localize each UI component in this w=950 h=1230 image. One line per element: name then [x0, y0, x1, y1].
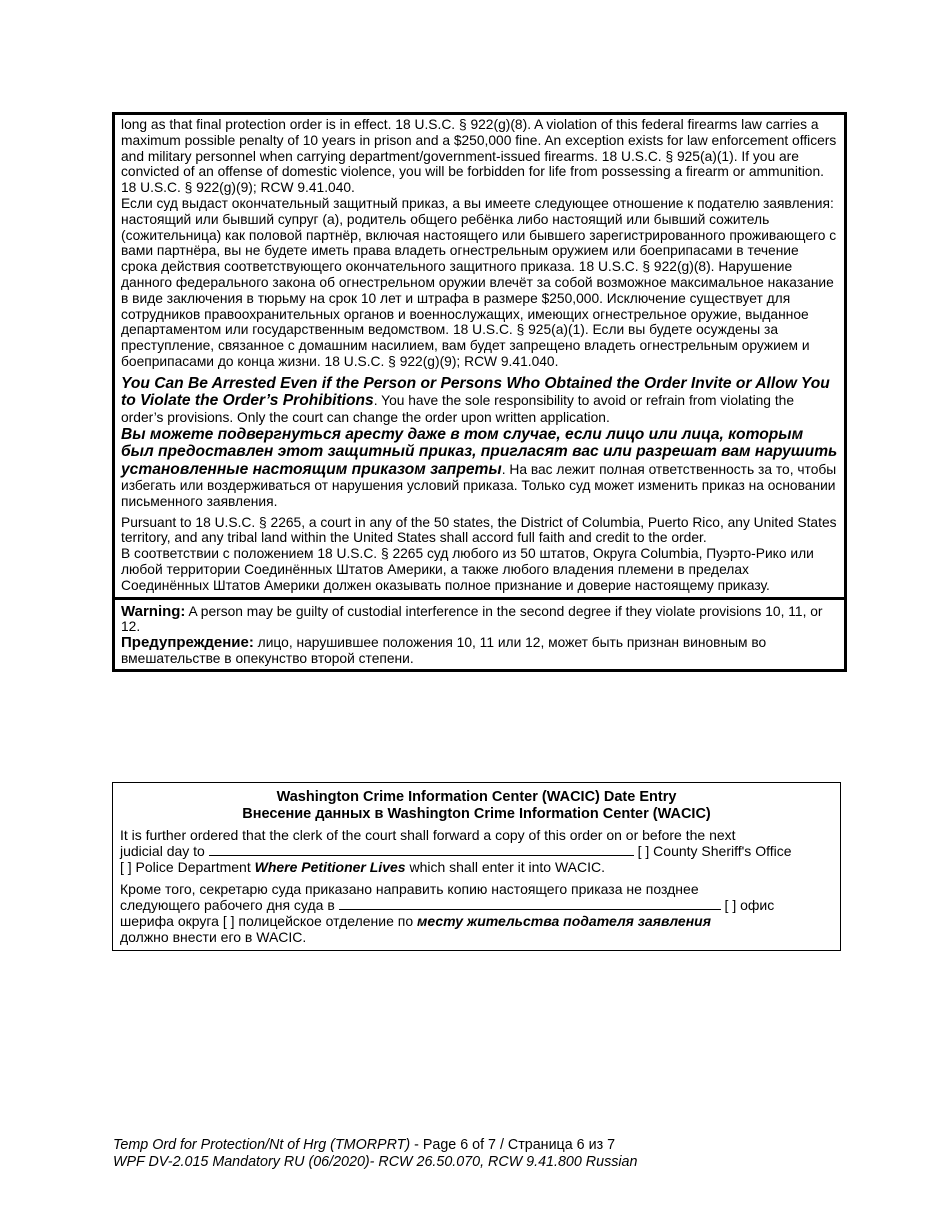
full-faith-text-ru: В соответствии с положением 18 U.S.C. § 2265 суд любого из 50 штатов, Округа Columbia, Пуэрто-Рико или любой территории Соединённых Штатов Америки, а также любого владения племени в пределах Соединённых Штатов Америки должен оказывать полное признание и доверие настоящему приказу. [121, 546, 814, 593]
arrest-paragraph-en [121, 375, 838, 426]
petitioner-lives-text: Where Petitioner Lives [254, 859, 406, 876]
warning-text-ru: лицо, нарушившее положения 10, 11 или 12, может быть признан виновным во вмешательстве в опекунство второй степени. [121, 635, 767, 667]
footer-line2: WPF DV-2.015 Mandatory RU (06/2020)- RCW 26.50.070, RCW 9.41.800 Russian [113, 1154, 638, 1170]
firearms-text-en: long as that final protection order is in effect. 18 U.S.C. § 922(g)(8). A violation of this federal firearms law carries a maximum possible penalty of 10 years in prison and a $250,000 fine. An exception exists for law enforcement officers and military personnel when carrying department/government-issued firearms. 18 U.S.C. § 925(a)(1). If you are convicted of an offense of domestic violence, you will be forbidden for life from possessing a firearm or ammunition. 18 U.S.C. § 922(g)(9); RCW 9.41.040. [121, 117, 837, 196]
wacic-en-line2 [120, 843, 833, 859]
wacic-ru-line4: должно внести его в WACIC. [120, 929, 307, 946]
arrest-section [121, 375, 838, 510]
wacic-en-line1: It is further ordered that the clerk of the court shall forward a copy of this order on or before the next [120, 827, 736, 843]
wacic-title-ru: Внесение данных в Washington Crime Information Center (WACIC) [242, 805, 711, 822]
notice-box [112, 112, 847, 672]
warning-label-ru: Предупреждение: [121, 634, 254, 652]
wacic-title-en: Washington Crime Information Center (WACIC) Date Entry [276, 789, 677, 805]
page-footer [113, 1137, 637, 1171]
firearms-section [121, 117, 838, 370]
wacic-ru-line1: Кроме того, секретарю суда приказано направить копию настоящего приказа не позднее [120, 880, 699, 897]
arrest-text-ru: . На вас лежит полная ответственность за то, чтобы избегать или воздерживаться от нарушения условий приказа. Только суд может изменить приказ на основании письменного заявления. [121, 461, 837, 509]
firearms-text-ru: Если суд выдаст окончательный защитный приказ, а вы имеете следующее отношение к подателю заявления: настоящий или бывший супруг (а), родитель общего ребёнка либо настоящий или бывший сожитель (сожительница) как половой партнёр, включая настоящего или бывшего зарегистрированного проживающего с вами партнёра, вы не будете иметь права владеть огнестрельным оружием или боеприпасами в течение срока действия соответствующего окончательного защитного приказа. 18 U.S.C. § 922(g)(8). Нарушение данного федерального закона об огнестрельном оружии влечёт за собой возможное максимальное наказание в виде заключения в тюрьму на срок 10 лет и штрафа в размере $250,000. Исключение существует для сотрудников правоохранительных органов и военнослужащих, имеющих огнестрельное оружие, выданное департаментом или государственным ведомством. 18 U.S.C. § 925(a)(1). Если вы будете осуждены за преступление, связанное с домашним насилием, вам будет запрещено владеть огнестрельным оружием и боеприпасами до конца жизни. 18 U.S.C. § 922(g)(9); RCW 9.41.040. [121, 195, 837, 369]
wacic-title [120, 789, 833, 822]
arrest-text-en: . You have the sole responsibility to avoid or refrain from violating the order’s provisions. Only the court can change the order upon written application. [121, 393, 794, 425]
petitioner-residence-text-ru: месту жительства подателя заявления [417, 913, 711, 930]
full-faith-section [121, 515, 838, 594]
police-checkbox-label-ru[interactable]: шерифа округа [ ] полицейское отделение по [120, 913, 418, 930]
footer-line1 [113, 1137, 637, 1154]
warning-text-en: A person may be guilty of custodial interference in the second degree if they violate provisions 10, 11, or 12. [121, 603, 823, 635]
wacic-ru-line2-start: следующего рабочего дня суда в [120, 896, 335, 913]
form-title: Temp Ord for Protection/Nt of Hrg (TMORPRT) [113, 1137, 411, 1153]
wacic-en-line3 [120, 859, 833, 875]
full-faith-text-en: Pursuant to 18 U.S.C. § 2265, a court in any of the 50 states, the District of Columbia, Puerto Rico, any United States territory, and any tribal land within the United States shall accord full faith and credit to the order. [121, 514, 837, 546]
wacic-en-line3-end: which shall enter it into WACIC. [405, 859, 606, 876]
section-divider [115, 597, 844, 600]
judicial-day-blank-field[interactable] [209, 843, 634, 856]
sheriff-office-checkbox-label-ru[interactable]: [ ] офис [724, 896, 775, 913]
warning-paragraph-ru [121, 635, 838, 667]
police-department-checkbox-label[interactable]: [ ] Police Department [120, 859, 255, 876]
county-sheriff-checkbox-label[interactable]: [ ] County Sheriff's Office [637, 843, 792, 860]
wacic-en-line2-start: judicial day to [120, 843, 205, 860]
page-number: - Page 6 of 7 / Страница 6 из 7 [410, 1137, 616, 1153]
warning-label-en: Warning: [121, 602, 186, 620]
arrest-paragraph-ru [121, 426, 838, 510]
warning-paragraph-en [121, 604, 838, 636]
wacic-ru-line3 [120, 913, 833, 929]
wacic-ru-line2 [120, 897, 833, 913]
wacic-box [112, 782, 841, 951]
warning-section [121, 604, 838, 667]
arrest-heading-en: You Can Be Arrested Even if the Person or Persons Who Obtained the Order Invite or Allow You to Violate the Order’s Prohibitions [121, 374, 830, 410]
judicial-day-blank-field-ru[interactable] [339, 897, 721, 910]
arrest-heading-ru: Вы можете подвергнуться аресту даже в том случае, если лицо или лица, которым был предоставлен этот защитный приказ, пригласят вас или разрешат вам нарушить установленные настоящим приказом запреты [121, 425, 838, 478]
